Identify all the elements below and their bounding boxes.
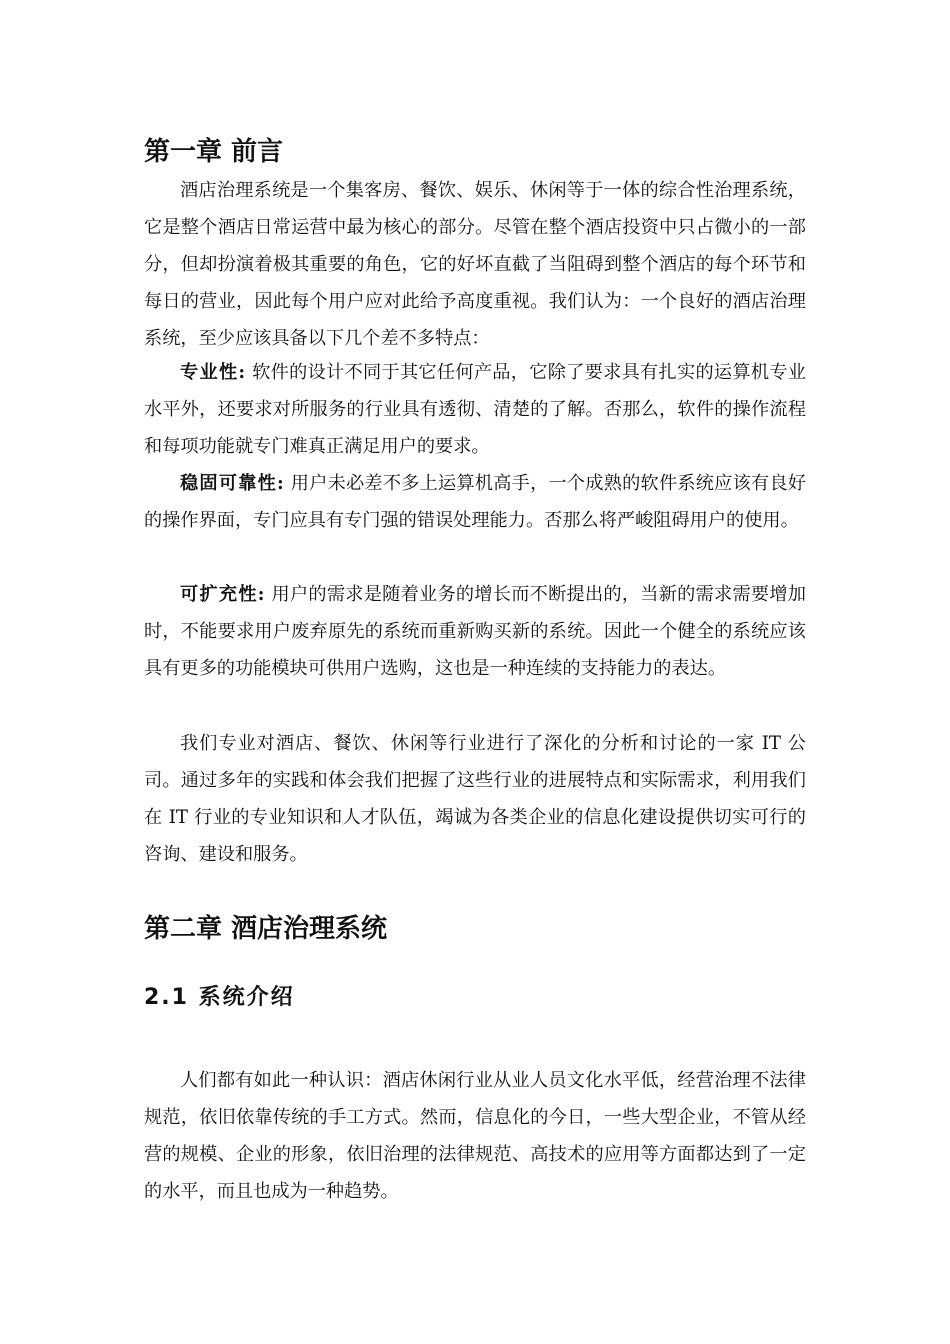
chapter2-paragraph: 人们都有如此一种认识：酒店休闲行业从业人员文化水平低，经营治理不法律规范，依旧依靠传统的手工方式。然而，信息化的今日，一些大型企业，不管从经营的规模、企业的形象，依旧治理的法律规范、高技术的应用等方面都达到了一定的水平，而且也成为一种趋势。: [144, 1070, 806, 1202]
feature-term: 可扩充性:: [180, 584, 266, 605]
feature-text: 用户未必差不多上运算机高手，一个成熟的软件系统应该有良好的操作界面，专门应具有专门强的错误处理能力。否那么将严峻阻碍用户的使用。: [144, 473, 806, 531]
chapter2-heading: 第二章 酒店治理系统: [144, 914, 388, 944]
chapter1-heading: 第一章 前言: [144, 137, 284, 167]
chapter1-closing: 我们专业对酒店、餐饮、休闲等行业进行了深化的分析和讨论的一家 IT 公司。通过多年的实践和体会我们把握了这些行业的进展特点和实际需求，利用我们在 IT 行业的专业知识和人才队伍，竭诚为各类企业的信息化建设提供切实可行的咨询、建设和服务。: [144, 733, 806, 865]
feature-extensibility: [144, 576, 806, 687]
chapter1-intro: 酒店治理系统是一个集客房、餐饮、娱乐、休闲等于一体的综合性治理系统，它是整个酒店日常运营中最为核心的部分。尽管在整个酒店投资中只占微小的一部分，但却扮演着极其重要的角色，它的好坏直截了当阻碍到整个酒店的每个环节和每日的营业，因此每个用户应对此给予高度重视。我们认为：一个良好的酒店治理系统，至少应该具备以下几个差不多特点：: [144, 180, 806, 349]
feature-text: 用户的需求是随着业务的增长而不断提出的，当新的需求需要增加时，不能要求用户废弃原先的系统而重新购买新的系统。因此一个健全的系统应该具有更多的功能模块可供用户选购，这也是一种连续的支持能力的表达。: [144, 584, 806, 679]
section-heading: 2.1 系统介绍: [144, 985, 295, 1010]
feature-text: 软件的设计不同于其它任何产品，它除了要求具有扎实的运算机专业水平外，还要求对所服务的行业具有透彻、清楚的了解。否那么，软件的操作流程和每项功能就专门难真正满足用户的要求。: [144, 362, 806, 457]
feature-professional: [144, 354, 806, 465]
feature-term: 专业性:: [180, 362, 247, 383]
feature-term: 稳固可靠性:: [180, 473, 285, 494]
feature-reliability: [144, 465, 806, 539]
